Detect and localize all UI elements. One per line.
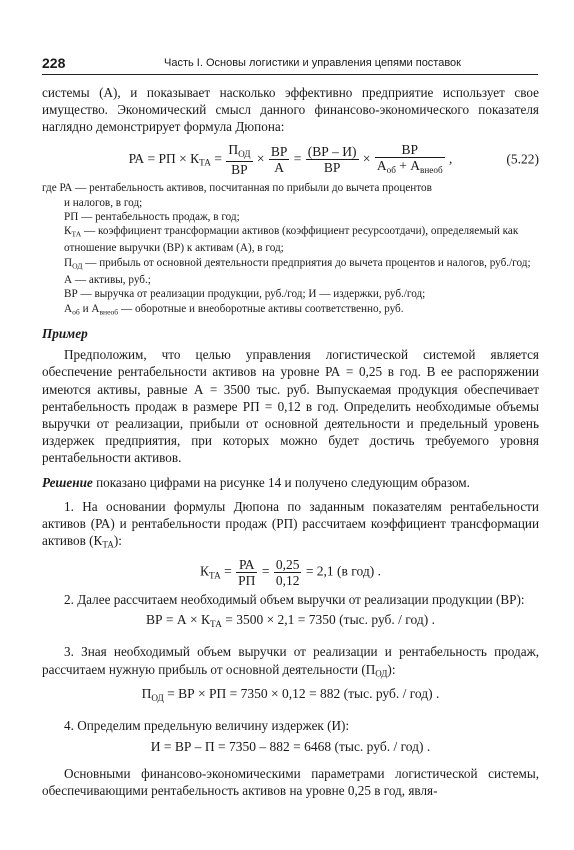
definition-item: [42, 302, 539, 319]
formula-lhs-subscript: ТА: [199, 157, 211, 168]
definition-item: [42, 224, 539, 256]
running-title: Часть I. Основы логистики и управления цепями поставок: [164, 57, 461, 69]
definition-text: — прибыль от основной деятельности предприятия до вычета процентов и налогов, руб./год; А — активы, руб.;: [64, 256, 531, 287]
page-number: 228: [42, 55, 66, 71]
definition-item: и налогов, в год;: [64, 196, 143, 209]
formula-revenue: [42, 611, 539, 633]
formula-revenue-post: = 3500 × 2,1 = 7350 (тыс. руб. / год) .: [221, 612, 435, 628]
denominator-subscript: внеоб: [420, 164, 443, 175]
definition-text: — коэффициент трансформации активов (коэффициент ресурсоотдачи), определяемый как отношение выручки (ВР) к активам (А), в год;: [64, 224, 519, 255]
closing-paragraph: Основными финансово-экономическими параметрами логистической системы, обеспечивающими рентабельность активов на уровне 0,25 в год, явля-: [42, 765, 539, 798]
definition-item: где РА — рентабельность активов, посчитанная по прибыли до вычета процентов: [42, 182, 432, 195]
page-body: [42, 84, 539, 799]
example-paragraph: Предположим, что целью управления логистической системой является обеспечение рентабельности активов на уровне РА = 0,25 в год. В ее распоряжении имеются активы, равные А = 3500 тыс. руб. Выпускаемая продукция обеспечивает рентабельность продаж в размере РП = 0,12 в год. Определить необходимые объемы выручки от реализации, прибыли от основной деятельности и предельный уровень издержек предприятия, при которых можно будет достичь требуемого уровня рентабельности активов.: [42, 347, 539, 466]
formula-comma: ,: [448, 150, 453, 166]
equation-number: (5.22): [506, 151, 539, 167]
fraction-denominator: РП: [238, 573, 256, 589]
fraction-denominator: А: [274, 159, 284, 175]
formula-costs: И = ВР – П = 7350 – 882 = 6468 (тыс. руб. / год) .: [150, 738, 431, 754]
formula-equals: =: [293, 150, 302, 166]
definition-item: ВР — выручка от реализации продукции, руб./год; И — издержки, руб./год;: [64, 288, 426, 301]
fraction-denominator: ВР: [323, 159, 341, 175]
fraction-denominator: А: [376, 157, 387, 173]
step-4-paragraph: 4. Определим предельную величину издержек (И):: [64, 718, 350, 734]
formula-result: = 2,1 (в год) .: [305, 563, 381, 579]
denominator-plus: + А: [395, 157, 421, 173]
definition-item: РП — рентабельность продаж, в год;: [64, 210, 240, 223]
formula-kta: [42, 557, 539, 588]
step-2-paragraph: 2. Далее рассчитаем необходимый объем выручки от реализации продукции (ВР):: [64, 592, 525, 608]
definition-symbol: и А: [79, 302, 100, 315]
fraction-values: [274, 557, 302, 588]
definition-subscript: ОД: [72, 260, 83, 270]
definition-symbol: П: [64, 256, 73, 269]
formula-lhs: РА = РП × К: [128, 150, 200, 166]
definition-symbol: К: [64, 224, 72, 237]
fraction-denominator: ВР: [231, 162, 248, 178]
times-sign: ×: [362, 150, 371, 166]
step-1-paragraph: [42, 498, 539, 554]
example-heading: Пример: [42, 326, 88, 342]
running-header: [42, 56, 538, 75]
formula-profit: [42, 685, 539, 707]
solution-text: показано цифрами на рисунке 14 и получено следующим образом.: [92, 474, 470, 490]
step-3-end: ):: [387, 661, 396, 677]
times-sign: ×: [256, 150, 265, 166]
formula-profit-post: = ВР × РП = 7350 × 0,12 = 882 (тыс. руб. / год) .: [163, 686, 440, 702]
denominator-subscript: об: [386, 164, 396, 175]
fraction-profit-revenue: [226, 142, 252, 178]
formula-revenue-pre: ВР = А × К: [146, 612, 211, 628]
fraction-asset-turnover: [375, 142, 445, 178]
fraction-numerator: 0,25: [275, 557, 300, 573]
step-1-end: ):: [113, 533, 122, 549]
fraction-numerator: РА: [236, 557, 257, 573]
fraction-margin: [306, 144, 359, 175]
formula-equals: =: [261, 563, 273, 579]
solution-paragraph: [42, 474, 539, 491]
dupont-formula: [42, 142, 539, 178]
step-1-text: 1. На основании формулы Дюпона по заданным показателям рентабельности активов (РА) и рентабельности продаж (РП) рассчитаем коэффициент трансформации активов (К: [42, 498, 539, 549]
formula-profit-pre: П: [141, 686, 152, 702]
formula-revenue-subscript: ТА: [210, 619, 222, 630]
formula-profit-subscript: ОД: [151, 693, 164, 704]
formula-k: К: [200, 563, 210, 579]
fraction-numerator: П: [228, 141, 239, 157]
definitions-list: [42, 181, 539, 319]
definition-subscript: об: [72, 306, 80, 316]
fraction-ra-rp: [236, 557, 257, 588]
fraction-revenue-assets: [269, 144, 290, 175]
formula-equals: =: [214, 150, 222, 166]
step-3-subscript: ОД: [375, 668, 388, 679]
fraction-numerator: ВР: [375, 142, 445, 158]
definition-subscript: внеоб: [99, 306, 119, 316]
formula-k-subscript: ТА: [209, 570, 221, 581]
definition-item: [42, 256, 539, 288]
fraction-denominator: 0,12: [275, 573, 300, 589]
definition-symbol: А: [64, 302, 73, 315]
definition-subscript: ТА: [71, 229, 82, 239]
intro-paragraph: системы (А), и показывает насколько эффективно предприятие использует свое имущество. Экономический смысл данного финансово-экономического показателя наглядно демонстрирует формула Дюпона:: [42, 85, 539, 135]
numerator-subscript: ОД: [238, 148, 251, 159]
fraction-numerator: ВР: [270, 143, 288, 159]
fraction-numerator: (ВР – И): [307, 143, 357, 159]
step-3-paragraph: [42, 643, 539, 682]
formula-equals: =: [220, 563, 236, 579]
solution-label: Решение: [42, 474, 93, 490]
definition-text: — оборотные и внеоборотные активы соответственно, руб.: [118, 302, 404, 315]
step-1-subscript: ТА: [102, 539, 114, 550]
step-3-text: 3. Зная необходимый объем выручки от реализации и рентабельность продаж, рассчитаем нужную прибыль от основной деятельности (П: [42, 644, 539, 677]
